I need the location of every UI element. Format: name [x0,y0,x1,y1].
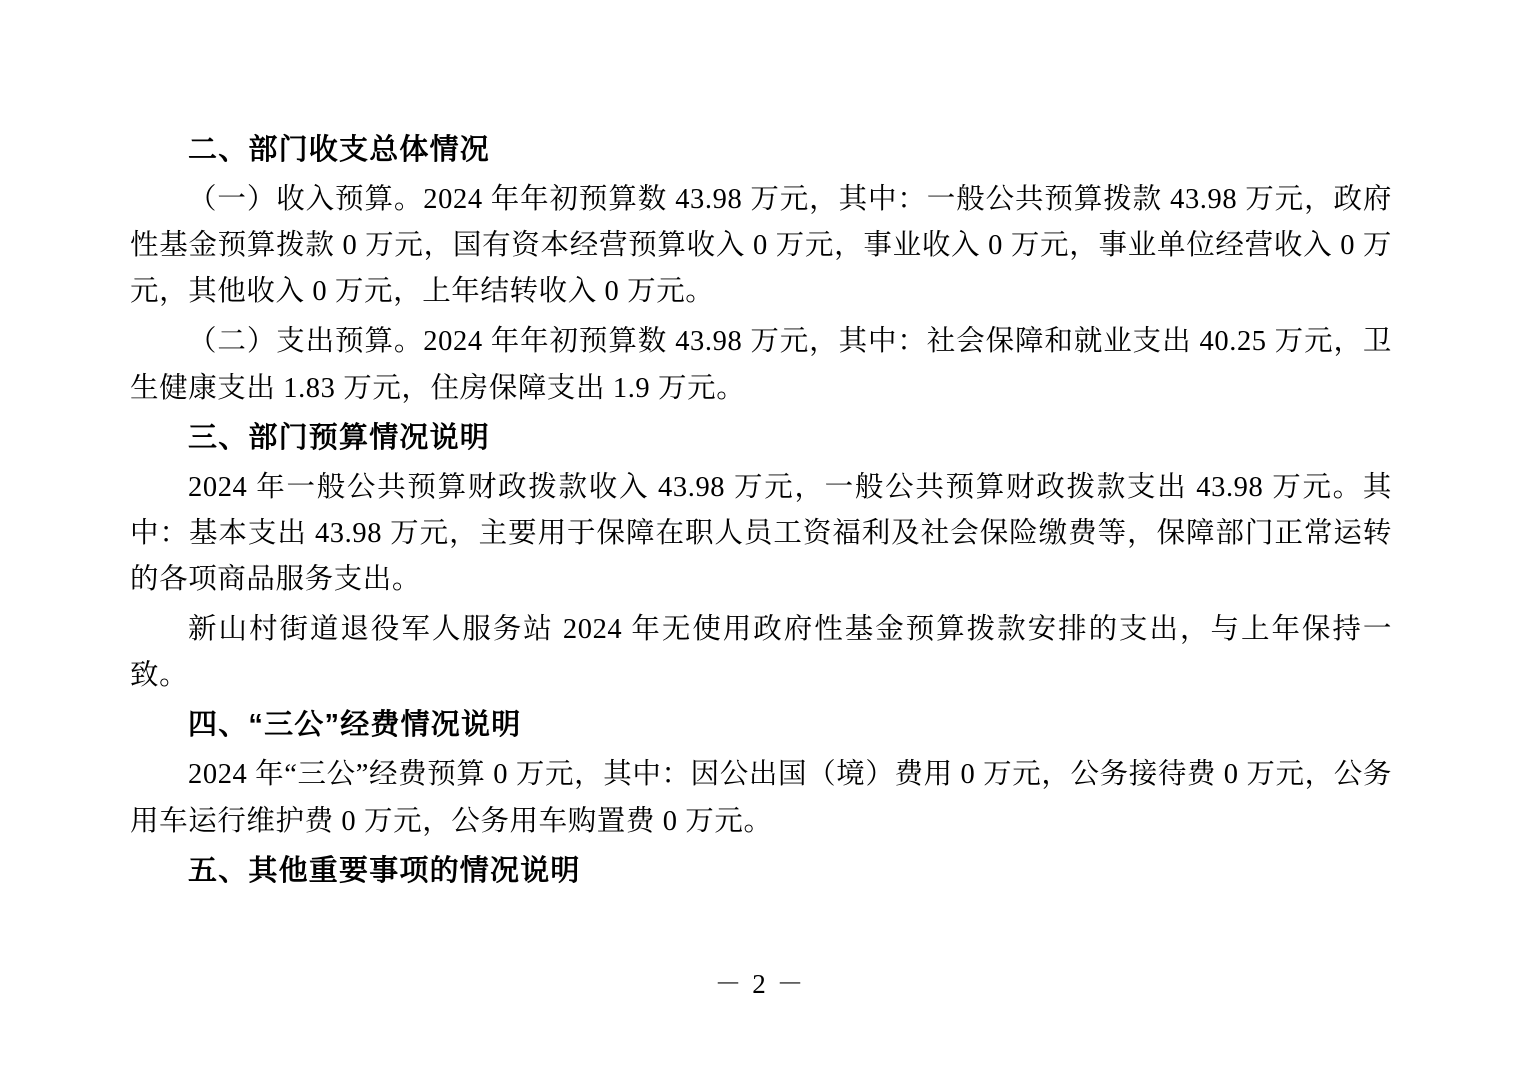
page-number: － 2 － [714,969,806,999]
section-heading-four: 四、“三公”经费情况说明 [188,709,522,742]
section-heading-two: 二、部门收支总体情况 [188,134,491,166]
paragraph-expenditure-budget: （二）支出预算。2024 年年初预算数 43.98 万元，其中：社会保障和就业支出 40.25 万元，卫生健康支出 1.83 万元，住房保障支出 1.9 万元。 [130,326,1392,404]
section-heading-five: 五、其他重要事项的情况说明 [188,854,581,887]
paragraph-government-fund: 新山村街道退役军人服务站 2024 年无使用政府性基金预算拨款安排的支出，与上年保持一致。 [130,614,1392,692]
paragraph-three-public-expenses: 2024 年“三公”经费预算 0 万元，其中：因公出国（境）费用 0 万元，公务接待费 0 万元，公务用车运行维护费 0 万元，公务用车购置费 0 万元。 [130,759,1392,837]
paragraph-budget-explanation: 2024 年一般公共预算财政拨款收入 43.98 万元，一般公共预算财政拨款支出 43.98 万元。其中：基本支出 43.98 万元，主要用于保障在职人员工资福利及社会保险缴费等，保障部门正常运转的各项商品服务支出。 [130,471,1392,595]
section-heading-three: 三、部门预算情况说明 [188,421,491,454]
paragraph-income-budget: （一）收入预算。2024 年年初预算数 43.98 万元，其中：一般公共预算拨款 43.98 万元，政府性基金预算拨款 0 万元，国有资本经营预算收入 0 万元，事业收入 0 万元，事业单位经营收入 0 万元，其他收入 0 万元，上年结转收入 0 万元。 [130,183,1392,308]
document-body [130,128,1392,898]
